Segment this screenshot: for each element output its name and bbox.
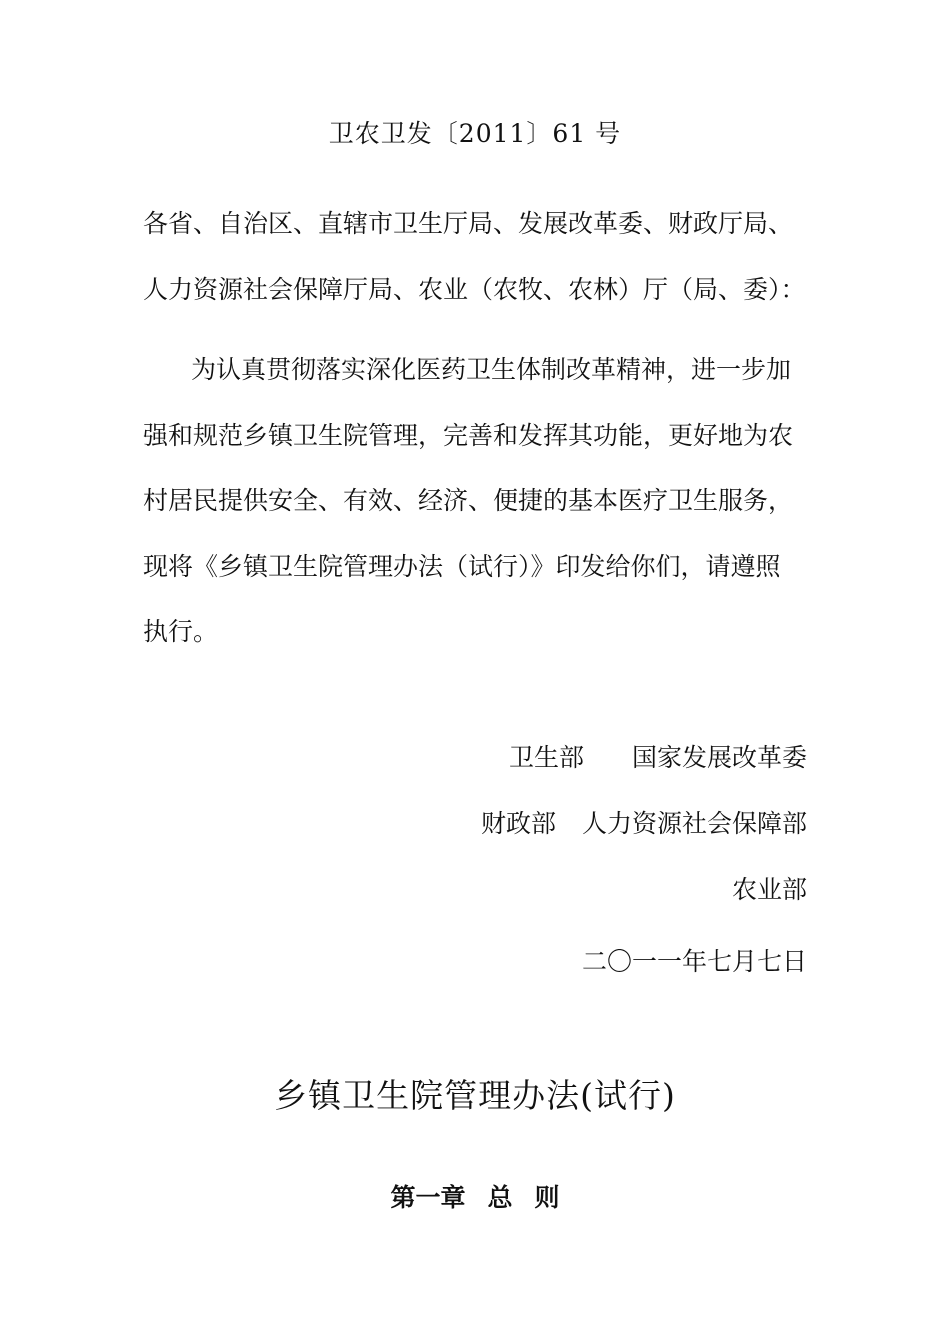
signatory-ministry-of-health: 卫生部	[508, 743, 584, 772]
signatory-ndrc: 国家发展改革委	[631, 743, 807, 772]
addressee-line-2: 人力资源社会保障厅局、农业（农牧、农林）厅（局、委）：	[143, 275, 806, 304]
notice-body	[143, 337, 833, 665]
body-line: 执行。	[143, 617, 219, 646]
chapter-title-part1: 总	[487, 1183, 513, 1212]
regulation-title: 乡镇卫生院管理办法(试行)	[274, 1076, 676, 1115]
chapter-number: 第一章	[390, 1183, 466, 1212]
issue-date: 二〇一一年七月七日	[581, 947, 807, 976]
body-line: 为认真贯彻落实深化医药卫生体制改革精神，进一步加	[191, 355, 792, 384]
signatory-row-1	[509, 738, 807, 778]
chapter-heading	[0, 1178, 950, 1218]
chapter-title-part2: 则	[534, 1183, 560, 1212]
signatory-ministry-of-agriculture: 农业部	[731, 875, 807, 904]
body-line: 现将《乡镇卫生院管理办法（试行）》印发给你们，请遵照	[143, 551, 781, 581]
document-number: 卫农卫发〔2011〕61 号	[328, 119, 622, 148]
body-line: 村居民提供安全、有效、经济、便捷的基本医疗卫生服务，	[143, 486, 794, 515]
body-line: 强和规范乡镇卫生院管理，完善和发挥其功能，更好地为农	[143, 420, 794, 450]
signatory-row-2	[481, 804, 807, 844]
signatory-ministry-of-finance: 财政部	[480, 809, 556, 838]
addressee-line-1: 各省、自治区、直辖市卫生厅局、发展改革委、财政厅局、	[143, 209, 794, 238]
signatory-mohrss: 人力资源社会保障部	[581, 809, 807, 838]
